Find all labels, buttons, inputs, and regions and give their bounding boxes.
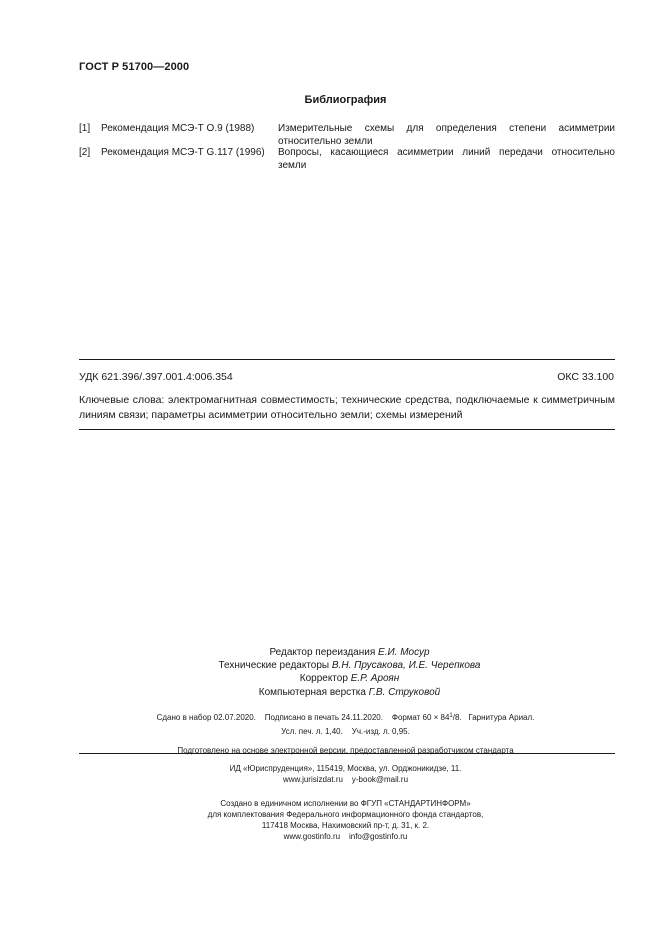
- top-divider: [79, 359, 615, 360]
- entry-number: [1]: [79, 123, 91, 134]
- entry-description: Измерительные схемы для определения степени асимметрии относительно земли: [278, 123, 615, 147]
- entry-number: [2]: [79, 147, 91, 158]
- udc-code: УДК 621.396/.397.001.4:006.354: [79, 371, 233, 383]
- bibliography-entry: [79, 122, 614, 148]
- bibliography-title: Библиография: [304, 94, 387, 106]
- entry-source: Рекомендация МСЭ-Т О.9 (1988): [101, 123, 255, 134]
- address-line: 117418 Москва, Нахимовский пр-т, д. 31, к. 2.: [261, 821, 430, 830]
- keywords: Ключевые слова: электромагнитная совместимость; технические средства, подключаемые к симметричным линиям связи; параметры асимметрии относительно земли; схемы измерений: [79, 394, 615, 421]
- print-line-2: Усл. печ. л. 1,40. Уч.-изд. л. 0,95.: [281, 727, 410, 736]
- bibliography-entry: [79, 146, 615, 171]
- corrector-line: Корректор Е.Р. Ароян: [299, 673, 400, 685]
- credits-block: [0, 646, 661, 699]
- oks-code: ОКС 33.100: [557, 371, 614, 383]
- created-line-2: для комплектования Федерального информационного фонда стандартов,: [207, 810, 484, 819]
- print-info: [0, 709, 661, 758]
- gostinfo-website[interactable]: www.gostinfo.ru: [283, 832, 341, 841]
- publisher-contacts: [30, 774, 661, 785]
- publisher-line: ИД «Юриспруденция», 115419, Москва, ул. Орджоникидзе, 11.: [229, 764, 462, 773]
- publisher-email[interactable]: y-book@mail.ru: [351, 775, 409, 784]
- print-line-1: Сдано в набор 02.07.2020. Подписано в печать 24.11.2020. Формат $60 \times 84^1/8$. Гарнитура Ариал.: [156, 713, 535, 722]
- gostinfo-contacts: [30, 831, 661, 842]
- created-line-1: Создано в единичном исполнении во ФГУП «СТАНДАРТИНФОРМ»: [220, 799, 471, 808]
- publisher-divider: [79, 753, 615, 754]
- tech-editors-line: Технические редакторы В.Н. Прусакова, И.Е. Черепкова: [218, 660, 481, 672]
- publisher-info: [0, 763, 661, 842]
- layout-line: Компьютерная верстка Г.В. Струковой: [258, 686, 441, 698]
- prepared-note: Подготовлено на основе электронной версии, предоставленной разработчиком стандарта: [177, 746, 514, 755]
- publisher-website[interactable]: www.jurisizdat.ru: [282, 775, 343, 784]
- entry-description: Вопросы, касающиеся асимметрии линий передачи относительно земли: [278, 147, 615, 171]
- editor-line: Редактор переиздания Е.И. Мосур: [269, 647, 430, 658]
- entry-source: Рекомендация МСЭ-Т G.117 (1996): [101, 147, 265, 158]
- standard-code: ГОСТ Р 51700—2000: [79, 61, 190, 73]
- gostinfo-email[interactable]: info@gostinfo.ru: [348, 832, 408, 841]
- bottom-divider: [79, 429, 615, 430]
